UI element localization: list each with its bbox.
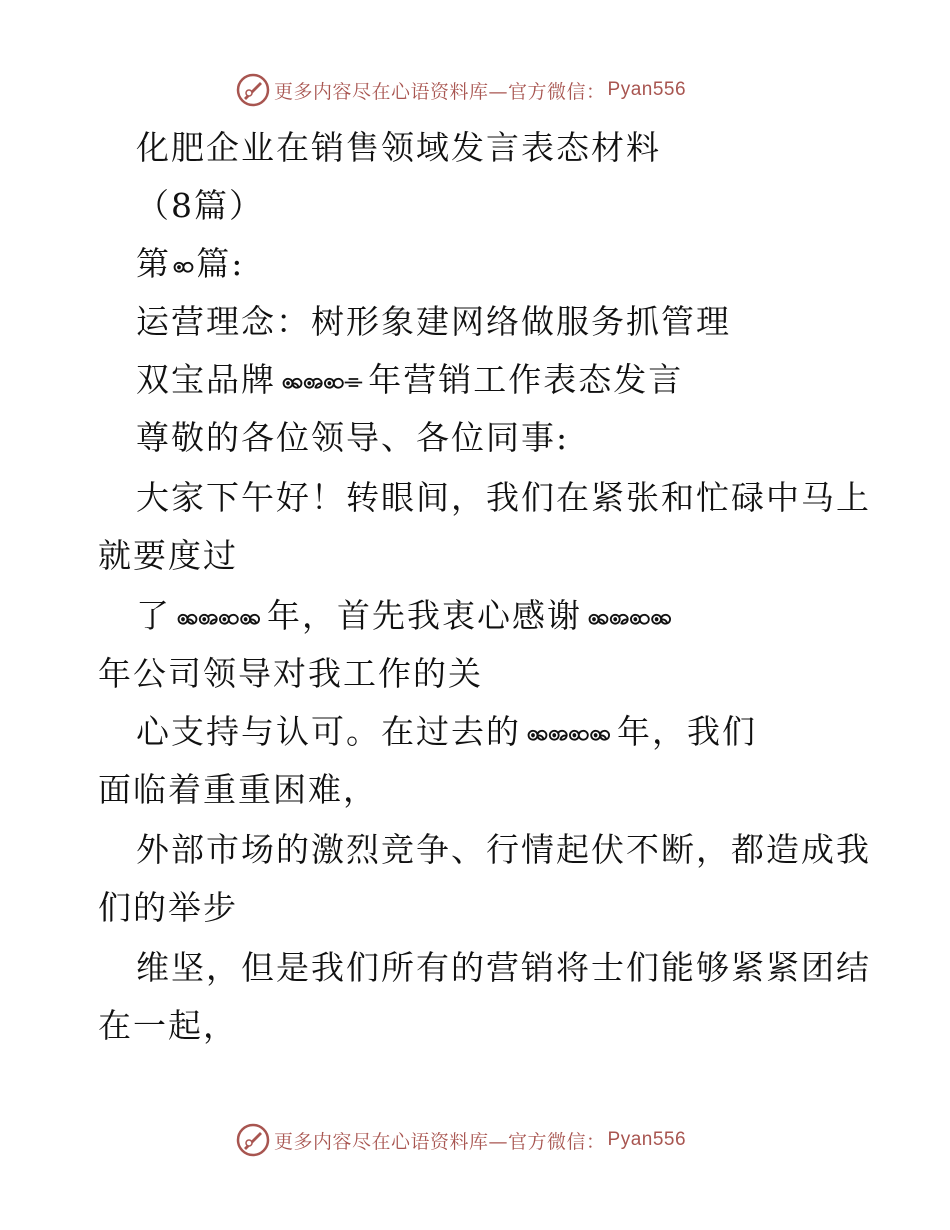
paragraph-line: 年公司领导对我工作的关 (98, 654, 483, 693)
banner-text: 更多内容尽在心语资料库—官方微信： (274, 1130, 606, 1153)
paragraph-line: 就要度过 (98, 536, 238, 575)
ornament-year: ꩩꩨꩧꩩ (527, 721, 611, 746)
paragraph-line: 大家下午好！转眼间，我们在紧张和忙碌中马上 (136, 478, 871, 517)
paragraph-text: 年，首先我衷心感谢 (266, 596, 582, 635)
speech-title (136, 360, 683, 402)
paragraph-text: 了 (136, 596, 171, 635)
document-count: （8篇） (136, 186, 264, 225)
speech-title-suffix: 年营销工作表态发言 (368, 360, 684, 399)
quill-logo-icon (236, 73, 270, 107)
section-label (136, 244, 244, 286)
section-suffix: 篇: (196, 244, 245, 283)
paragraph-line: 维坚，但是我们所有的营销将士们能够紧紧团结 (136, 948, 871, 987)
paragraph-line: 们的举步 (98, 888, 238, 927)
document-title: 化肥企业在销售领域发言表态材料 (136, 128, 661, 167)
paragraph-line (136, 596, 678, 638)
speech-title-prefix: 双宝品牌 (136, 360, 276, 399)
banner-wechat-id: Pyan556 (607, 1129, 687, 1150)
paragraph-text: 年，我们 (616, 712, 757, 751)
paragraph-line: 外部市场的激烈竞争、行情起伏不断，都造成我 (136, 830, 871, 869)
section-prefix: 第 (136, 244, 171, 283)
paragraph-line: 在一起， (98, 1006, 238, 1045)
paragraph-line: 面临着重重困难， (98, 770, 378, 809)
ornament-year: ꩩꩨꩧ⌯ (282, 369, 363, 394)
paragraph-line (136, 712, 757, 754)
greeting: 尊敬的各位领导、各位同事: (136, 418, 570, 457)
banner-text: 更多内容尽在心语资料库—官方微信： (274, 80, 606, 103)
quill-logo-icon (236, 1123, 270, 1157)
paragraph-text: 心支持与认可。在过去的 (136, 712, 521, 751)
footer-banner (236, 1122, 716, 1158)
section-heading: 运营理念：树形象建网络做服务抓管理 (136, 302, 731, 341)
header-banner (236, 72, 716, 108)
ornament-year: ꩩꩨꩧꩩ (587, 605, 672, 630)
banner-wechat-id: Pyan556 (607, 79, 687, 100)
ornament-year: ꩩꩨꩧꩩ (177, 605, 261, 630)
ornament-glyph: ꩧ (173, 253, 195, 278)
